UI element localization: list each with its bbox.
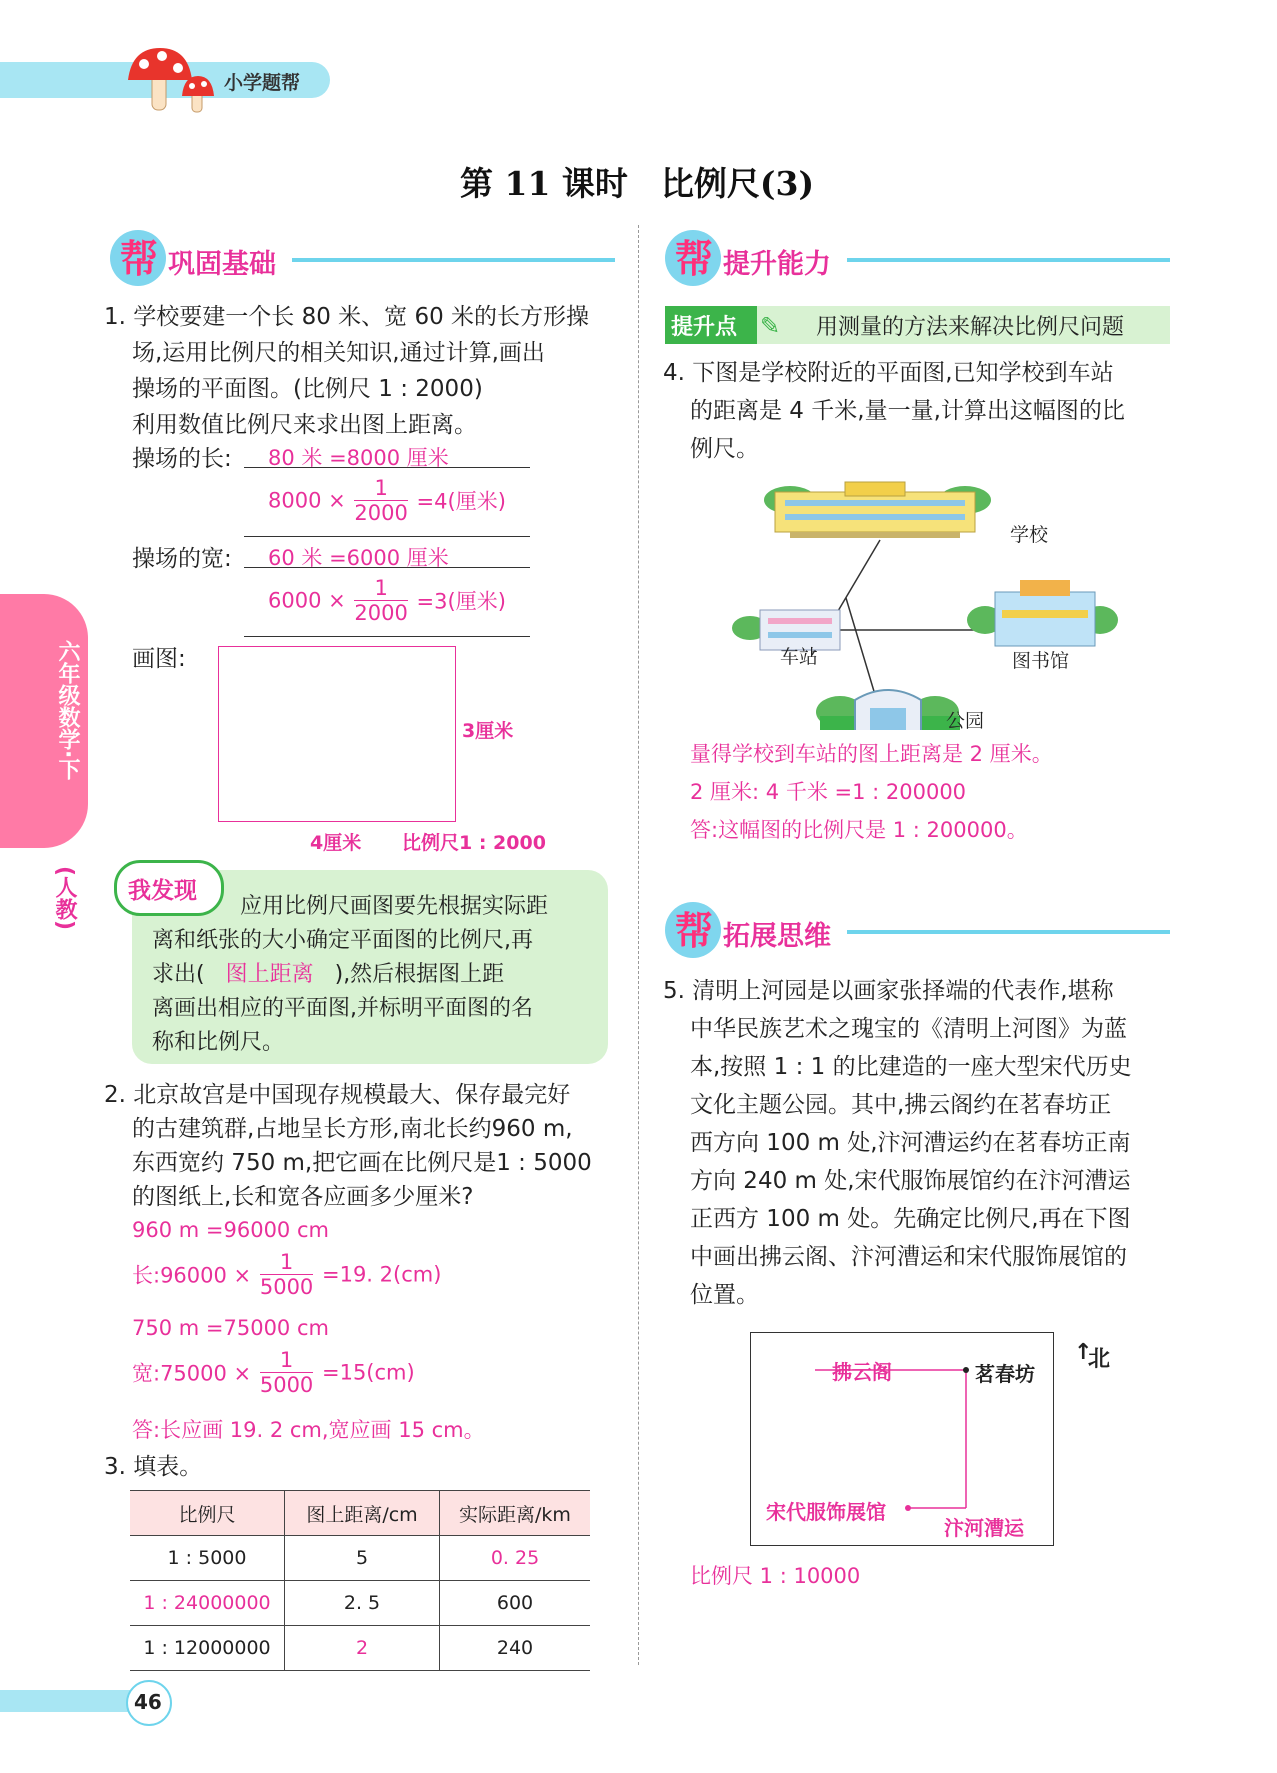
north-label: 北 <box>1088 1347 1111 1372</box>
q5-line-1: 5. 清明上河园是以画家张择端的代表作,堪称 <box>663 978 1114 1004</box>
q1-draw-label: 画图: <box>132 646 186 672</box>
q1-underline-2 <box>244 536 530 537</box>
section-basics <box>110 228 615 288</box>
q2-a4-pre: 宽:75000 × <box>132 1361 252 1386</box>
frac-num: 1 <box>260 1250 313 1275</box>
side-tab-grade: 六年级数学·下 <box>55 640 80 781</box>
pencil-icon: ✎ <box>760 312 781 340</box>
q4-line-2: 的距离是 4 千米,量一量,计算出这幅图的比 <box>690 398 1125 424</box>
table-cell: 1 : 5000 <box>130 1536 285 1581</box>
bang-glyph: 帮 <box>675 908 714 953</box>
table-cell-answer: 1 : 24000000 <box>130 1581 285 1626</box>
section-basics-title: 巩固基础 <box>168 249 276 280</box>
q1-width-answer-2 <box>268 576 506 625</box>
q2-line-1: 2. 北京故宫是中国现存规模最大、保存最完好 <box>104 1082 571 1108</box>
table-cell: 240 <box>440 1626 591 1671</box>
section-improve-title: 提升能力 <box>723 249 831 280</box>
map-label-library: 图书馆 <box>1012 650 1070 672</box>
q2-a2-fraction <box>260 1250 313 1299</box>
north-arrow-icon: ↑ <box>1074 1340 1093 1365</box>
side-tab-edition: (人教) <box>52 866 77 931</box>
discover-line-2: 离和纸张的大小确定平面图的比例尺,再 <box>152 928 533 953</box>
discover-l3-post: ),然后根据图上距 <box>334 962 505 987</box>
q5-line-7: 正西方 100 m 处。先确定比例尺,再在下图 <box>690 1206 1131 1232</box>
q3-table <box>130 1490 590 1671</box>
table-cell-answer: 2 <box>285 1626 440 1671</box>
table-cell: 2. 5 <box>285 1581 440 1626</box>
discover-line-4: 离画出相应的平面图,并标明平面图的名 <box>152 996 533 1021</box>
q1-wid-pre: 6000 × <box>268 588 346 613</box>
frac-den: 2000 <box>354 601 408 625</box>
q4-answer-1: 量得学校到车站的图上距离是 2 厘米。 <box>690 742 1053 766</box>
frac-num: 1 <box>354 476 407 501</box>
q2-line-4: 的图纸上,长和宽各应画多少厘米? <box>132 1184 474 1210</box>
q4-answer-2: 2 厘米: 4 千米 =1 : 200000 <box>690 780 967 804</box>
q5-line-6: 方向 240 m 处,宋代服饰展馆约在汴河漕运 <box>690 1168 1131 1194</box>
page-number: 46 <box>134 1690 162 1714</box>
q5-label-fuyun: 拂云阁 <box>832 1360 892 1384</box>
frac-den: 5000 <box>259 1275 314 1299</box>
discover-badge-text: 我发现 <box>128 878 197 904</box>
table-cell: 5 <box>285 1536 440 1581</box>
q4-answer-3: 答:这幅图的比例尺是 1 : 200000。 <box>690 818 1028 842</box>
q5-line-5: 西方向 100 m 处,汴河漕运约在茗春坊正南 <box>690 1130 1131 1156</box>
q5-scale-answer: 比例尺 1 : 10000 <box>690 1564 861 1588</box>
table-header-cell: 实际距离/km <box>440 1491 591 1536</box>
discover-answer: 图上距离 <box>225 962 314 987</box>
q2-answer-3: 750 m =75000 cm <box>132 1316 329 1340</box>
q1-rect-width-label: 4厘米 <box>310 832 362 854</box>
table-cell: 600 <box>440 1581 591 1626</box>
q1-width-label: 操场的宽: <box>132 546 232 572</box>
table-row <box>130 1581 590 1626</box>
q1-len-pre: 8000 × <box>268 488 346 513</box>
q1-line-2: 场,运用比例尺的相关知识,通过计算,画出 <box>132 340 545 366</box>
section-line <box>292 258 615 262</box>
q1-wid-post: =3(厘米) <box>416 589 506 614</box>
q5-line-2: 中华民族艺术之瑰宝的《清明上河图》为蓝 <box>690 1016 1127 1042</box>
q2-a2-pre: 长:96000 × <box>132 1263 252 1288</box>
q1-underline-4 <box>244 636 530 637</box>
discover-line-1: 应用比例尺画图要先根据实际距 <box>240 894 549 919</box>
frac-num: 1 <box>354 576 407 601</box>
q1-line-4: 利用数值比例尺来求出图上距离。 <box>132 412 477 438</box>
q1-line-1: 1. 学校要建一个长 80 米、宽 60 米的长方形操 <box>104 304 590 330</box>
table-row <box>130 1626 590 1671</box>
page-title: 第 11 课时 比例尺(3) <box>460 164 815 203</box>
q5-line-8: 中画出拂云阁、汴河漕运和宋代服饰展馆的 <box>690 1244 1127 1270</box>
q1-drawn-rectangle <box>218 646 456 822</box>
frac-den: 2000 <box>354 501 408 525</box>
q1-length-label: 操场的长: <box>132 446 232 472</box>
q1-underline-1 <box>244 467 530 468</box>
q2-line-2: 的古建筑群,占地呈长方形,南北长约960 m, <box>132 1116 573 1142</box>
q1-underline-3 <box>244 567 530 568</box>
q1-length-answer-2 <box>268 476 506 525</box>
q4-line-1: 4. 下图是学校附近的平面图,已知学校到车站 <box>663 360 1114 386</box>
q2-a2-post: =19. 2(cm) <box>321 1262 442 1287</box>
brand-label: 小学题帮 <box>224 72 301 94</box>
q1-length-answer-1: 80 米 =8000 厘米 <box>268 446 449 470</box>
q1-line-3: 操场的平面图。(比例尺 1 : 2000) <box>132 376 483 402</box>
q1-len-post: =4(厘米) <box>416 489 506 514</box>
section-line <box>847 258 1170 262</box>
q5-line-4: 文化主题公园。其中,拂云阁约在茗春坊正 <box>690 1092 1112 1118</box>
q1-len-fraction <box>354 476 407 525</box>
q2-answer-5: 答:长应画 19. 2 cm,宽应画 15 cm。 <box>132 1418 485 1442</box>
discover-line-3 <box>152 956 504 994</box>
discover-l3-pre: 求出( <box>152 962 205 987</box>
map-label-school: 学校 <box>1010 524 1049 546</box>
table-header-cell: 图上距离/cm <box>285 1491 440 1536</box>
q4-map <box>730 480 1130 740</box>
q1-wid-fraction <box>354 576 407 625</box>
q5-label-mingchun: 茗春坊 <box>975 1362 1035 1386</box>
table-cell-answer: 0. 25 <box>440 1536 591 1581</box>
q4-line-3: 例尺。 <box>690 436 759 462</box>
bang-glyph: 帮 <box>675 236 714 281</box>
q5-line-3: 本,按照 1 : 1 的比建造的一座大型宋代历史 <box>690 1054 1132 1080</box>
q1-rect-height-label: 3厘米 <box>462 720 514 742</box>
section-expand <box>665 900 1170 960</box>
tisheng-text: 用测量的方法来解决比例尺问题 <box>816 315 1125 340</box>
section-expand-title: 拓展思维 <box>723 921 831 952</box>
table-row <box>130 1536 590 1581</box>
q5-label-bianhe: 汴河漕运 <box>944 1516 1024 1540</box>
section-line <box>847 930 1170 934</box>
section-improve <box>665 228 1170 288</box>
table-cell: 1 : 12000000 <box>130 1626 285 1671</box>
q2-a4-post: =15(cm) <box>321 1360 415 1385</box>
q2-answer-1: 960 m =96000 cm <box>132 1218 329 1242</box>
table-header-row <box>130 1491 590 1536</box>
q2-a4-fraction <box>260 1348 313 1397</box>
map-label-station: 车站 <box>780 646 819 668</box>
q2-answer-4 <box>132 1348 415 1397</box>
q2-line-3: 东西宽约 750 m,把它画在比例尺是1 : 5000 <box>132 1150 592 1176</box>
q1-width-answer-1: 60 米 =6000 厘米 <box>268 546 449 570</box>
table-header-cell: 比例尺 <box>130 1491 285 1536</box>
frac-num: 1 <box>260 1348 313 1373</box>
discover-line-5: 称和比例尺。 <box>152 1030 285 1055</box>
q5-line-9: 位置。 <box>690 1282 759 1308</box>
map-label-park: 公园 <box>946 710 985 732</box>
column-divider <box>638 225 639 1665</box>
q1-rect-scale-label: 比例尺1 : 2000 <box>402 832 546 854</box>
q5-label-songdai: 宋代服饰展馆 <box>766 1500 886 1524</box>
bang-glyph: 帮 <box>120 236 159 281</box>
frac-den: 5000 <box>259 1373 314 1397</box>
mushroom-logo-icon <box>122 44 232 116</box>
q2-answer-2 <box>132 1250 441 1299</box>
tisheng-badge-text: 提升点 <box>671 315 738 340</box>
q3-label: 3. 填表。 <box>104 1454 203 1480</box>
